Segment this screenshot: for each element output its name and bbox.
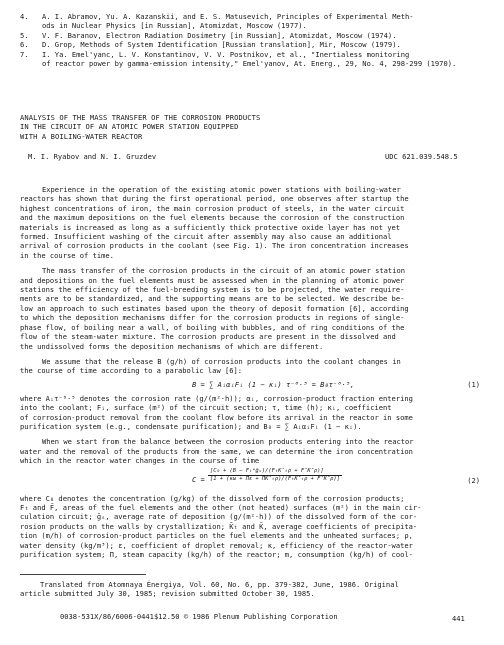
footnote xyxy=(20,580,486,599)
text-line: formed. Insufficient washing of the circuit after assembly may also cause an additional xyxy=(20,232,392,242)
reference-number: 6. xyxy=(20,40,29,50)
reference-line: ods in Nuclear Physics [in Russian], Atomizdat, Moscow (1977). xyxy=(42,21,307,31)
reference-item xyxy=(20,31,490,40)
reference-line: V. F. Baranov, Electron Radiation Dosimetry [in Russian], Atomizdat, Moscow (1974). xyxy=(42,30,397,40)
page-number: 441 xyxy=(452,614,465,623)
text-line: the course of time according to a parabolic law [6]: xyxy=(20,366,243,376)
text-line: reactors has shown that during the first operational period, one observes after startup the xyxy=(20,194,409,204)
text-line: of corrosion-product removal from the coolant flow before its arrival in the reactor in some xyxy=(20,412,413,422)
udc-code: UDC 621.039.548.5 xyxy=(385,152,458,161)
equation-2 xyxy=(20,468,486,492)
paragraph xyxy=(20,494,486,560)
text-line: ments are to be standardized, and the supporting means are to be selected. We describe be- xyxy=(20,294,405,304)
text-line: We assume that the release B (g/h) of corrosion products into the coolant changes in xyxy=(42,356,401,366)
title-line: IN THE CIRCUIT OF AN ATOMIC POWER STATION EQUIPPED xyxy=(20,122,239,132)
text-line: water density (kg/m³); ε, coefficient of droplet removal; κ, efficiency of the reactor-water xyxy=(20,540,413,550)
copyright-line: 0038-531X/86/6006-0441$12.50 © 1986 Plenum Publishing Corporation xyxy=(60,612,338,621)
reference-number: 4. xyxy=(20,12,29,21)
equation-1 xyxy=(20,378,486,392)
text-line: purification system (e.g., condensate purification); and B₀ = ∑ AᵢαᵢFᵢ (1 − κᵢ). xyxy=(20,421,362,431)
text-line: and the maximum depositions on the fuel elements because the corrosion of the construction xyxy=(20,213,405,223)
text-line: flow of the steam-water mixture. The corrosion products are present in the dissolved and xyxy=(20,332,396,342)
reference-number: 5. xyxy=(20,30,29,40)
text-line: tion (m/h) of corrosion-product particles on the fuel elements and the unheated surfaces; ρ, xyxy=(20,531,413,541)
paragraph xyxy=(20,437,486,465)
text-line: Fₜ and F̄, areas of the fuel elements and the other (not heated) surfaces (m²) in the main cir- xyxy=(20,502,422,512)
fraction-numerator: [C₀ + (B − Fₜᵉḡₛ)/(FₜK̄ₜρ + F̄K̄ρ)] xyxy=(208,468,342,476)
text-line: phase flow, of boiling near a wall, of boiling with bubbles, and of ring conditions of the xyxy=(20,322,405,332)
text-line: the undissolved forms the deposition mechanisms of which are different. xyxy=(20,341,324,351)
paragraph xyxy=(20,266,486,351)
reference-number: 7. xyxy=(20,49,29,59)
paragraph xyxy=(20,185,486,260)
reference-item xyxy=(20,12,490,31)
text-line: When we start from the balance between the corrosion products entering into the reactor xyxy=(42,437,414,447)
paragraph xyxy=(20,394,486,432)
text-line: arrival of corrosion products in the coolant (see Fig. 1). The iron concentration increases xyxy=(20,241,409,251)
text-line: Experience in the operation of the existing atomic power stations with boiling-water xyxy=(42,185,401,194)
text-line: into the coolant; Fᵢ, surface (m²) of the circuit section; τ, time (h); κᵢ, coefficient xyxy=(20,403,392,413)
text-line: rosion products on the walls by crystallization; K̄ₜ and K̄, average coefficients of precipita- xyxy=(20,521,418,531)
title-line: WITH A BOILING-WATER REACTOR xyxy=(20,131,143,141)
footnote-line: article submitted July 30, 1985; revision submitted October 30, 1985. xyxy=(20,589,315,599)
text-line: where C₀ denotes the concentration (g/kg) of the dissolved form of the corrosion products; xyxy=(20,493,405,503)
equation-fraction xyxy=(208,468,342,483)
reference-line: of reactor power by gamma-emission intensity," Emel'yanov, At. Energ., 29, No. 4, 298-299 (1970). xyxy=(42,59,457,69)
reference-line: D. Grop, Methods of System Identification [Russian translation], Mir, Moscow (1979). xyxy=(42,40,401,50)
reference-line: I. Ya. Emel'yanc, L. V. Konstantinov, V. V. Postnikov, et al., "Inertialess monitoring xyxy=(42,49,410,59)
text-line: to which the deposition mechanisms differ for the corrosion products in regions of single- xyxy=(20,313,405,323)
reference-list xyxy=(20,12,490,68)
text-line: materials is increased as long as a sufficiently thick protective oxide layer has not yet xyxy=(20,222,401,232)
equation-number: (2) xyxy=(467,475,480,485)
text-line: highest concentrations of iron, the main corrosion product of steels, in the water circuit xyxy=(20,203,405,213)
footnote-line: Translated from Atomnaya Énergiya, Vol. 60, No. 6, pp. 379-382, June, 1986. Original xyxy=(40,580,399,589)
paragraph xyxy=(20,357,486,376)
text-line: low an approach to such estimates based upon the theory of deposit formation [6], according xyxy=(20,303,409,313)
text-line: and depositions on the fuel elements must be assessed when in the planning of atomic power xyxy=(20,275,405,285)
article-title xyxy=(20,113,480,141)
reference-item xyxy=(20,50,490,69)
text-line: in the course of time. xyxy=(20,250,114,260)
text-line: culation circuit; ḡₛ, average rate of deposition (g/(m²·h)) of the dissolved form of the cor- xyxy=(20,512,418,522)
reference-item xyxy=(20,40,490,49)
footnote-separator xyxy=(20,574,146,575)
text-line: stations the efficiency of the fuel-breeding system is to be projected, the water require- xyxy=(20,285,405,295)
text-line: water and the removal of the products from the same, we can determine the iron concentration xyxy=(20,446,413,456)
equation-number: (1) xyxy=(467,379,480,389)
text-line: where Aᵢτ⁻⁰·⁵ denotes the corrosion rate (g/(m²·h)); αᵢ, corrosion-product fraction entering xyxy=(20,393,413,403)
text-line: purification system; Π, steam capacity (kg/h) of the reactor; m, consumption (kg/h) of cool- xyxy=(20,550,413,559)
equation-lhs: C = xyxy=(192,474,205,484)
text-line: The mass transfer of the corrosion products in the circuit of an atomic power station xyxy=(42,266,406,276)
title-line: ANALYSIS OF THE MASS TRANSFER OF THE CORROSION PRODUCTS xyxy=(20,113,261,122)
text-line: which in the reactor water changes in the course of time xyxy=(20,456,260,466)
equation-expression: B = ∑ AᵢαᵢFᵢ (1 − κᵢ) τ⁻⁰·⁵ = B₀τ⁻⁰·⁵, xyxy=(192,379,355,389)
article-authors: M. I. Ryabov and N. I. Gruzdev xyxy=(28,152,157,161)
fraction-denominator: [1 + (κω + Πε + ΠK̄ₜρ)/(FₜK̄ₜρ + F̄K̄ρ)] xyxy=(210,475,340,482)
reference-line: A. I. Abramov, Yu. A. Kazanskii, and E. S. Matusevich, Principles of Experimental Meth- xyxy=(42,12,414,21)
article-body xyxy=(20,185,486,565)
